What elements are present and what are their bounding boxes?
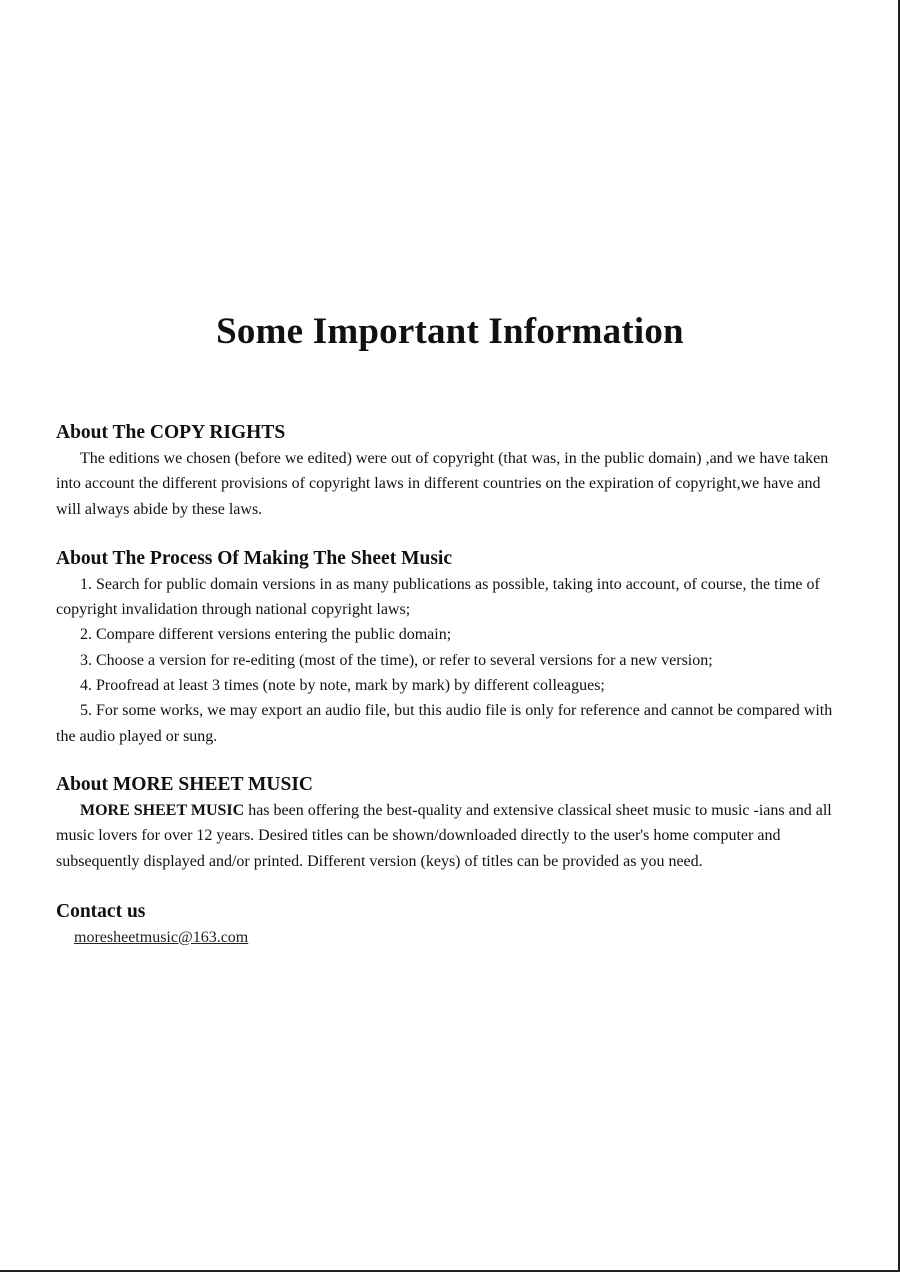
process-step-4: 4. Proofread at least 3 times (note by note, mark by mark) by different colleagues; (80, 677, 605, 695)
section-contact (56, 899, 846, 951)
section-process (56, 546, 846, 749)
document-body (56, 420, 846, 951)
copyrights-heading: About The COPY RIGHTS (56, 422, 286, 443)
page-title: Some Important Information (216, 311, 684, 352)
more-sheet-music-heading: About MORE SHEET MUSIC (56, 773, 313, 795)
section-more-sheet-music (56, 772, 846, 874)
process-step-1: 1. Search for public domain versions in as many publications as possible, taking into account, of course, the time of copyright invalidation through national copyright laws; (56, 575, 820, 619)
more-sheet-music-text: has been offering the best-quality and extensive classical sheet music to music -ians and all music lovers for over 12 years. Desired titles can be shown/downloaded directly to the user's home computer and subsequently displayed and/or printed. Different version (keys) of titles can be provided as you need. (56, 801, 832, 870)
process-step-5: 5. For some works, we may export an audio file, but this audio file is only for reference and cannot be compared with the audio played or sung. (56, 702, 833, 745)
more-sheet-music-paragraph (56, 798, 846, 874)
process-step-3: 3. Choose a version for re-editing (most of the time), or refer to several versions for a new version; (80, 651, 713, 669)
section-copyrights (56, 420, 846, 522)
process-heading: About The Process Of Making The Sheet Music (56, 547, 452, 569)
copyrights-paragraph: The editions we chosen (before we edited) were out of copyright (that was, in the public domain) ,and we have taken into account the different provisions of copyright laws in different countries on the expiration of copyright,we have and will always abide by these laws. (56, 450, 829, 518)
contact-heading: Contact us (56, 900, 146, 922)
brand-name: MORE SHEET MUSIC (80, 801, 245, 819)
contact-email-link[interactable]: moresheetmusic@163.com (74, 928, 249, 946)
process-step-2: 2. Compare different versions entering the public domain; (80, 626, 452, 644)
